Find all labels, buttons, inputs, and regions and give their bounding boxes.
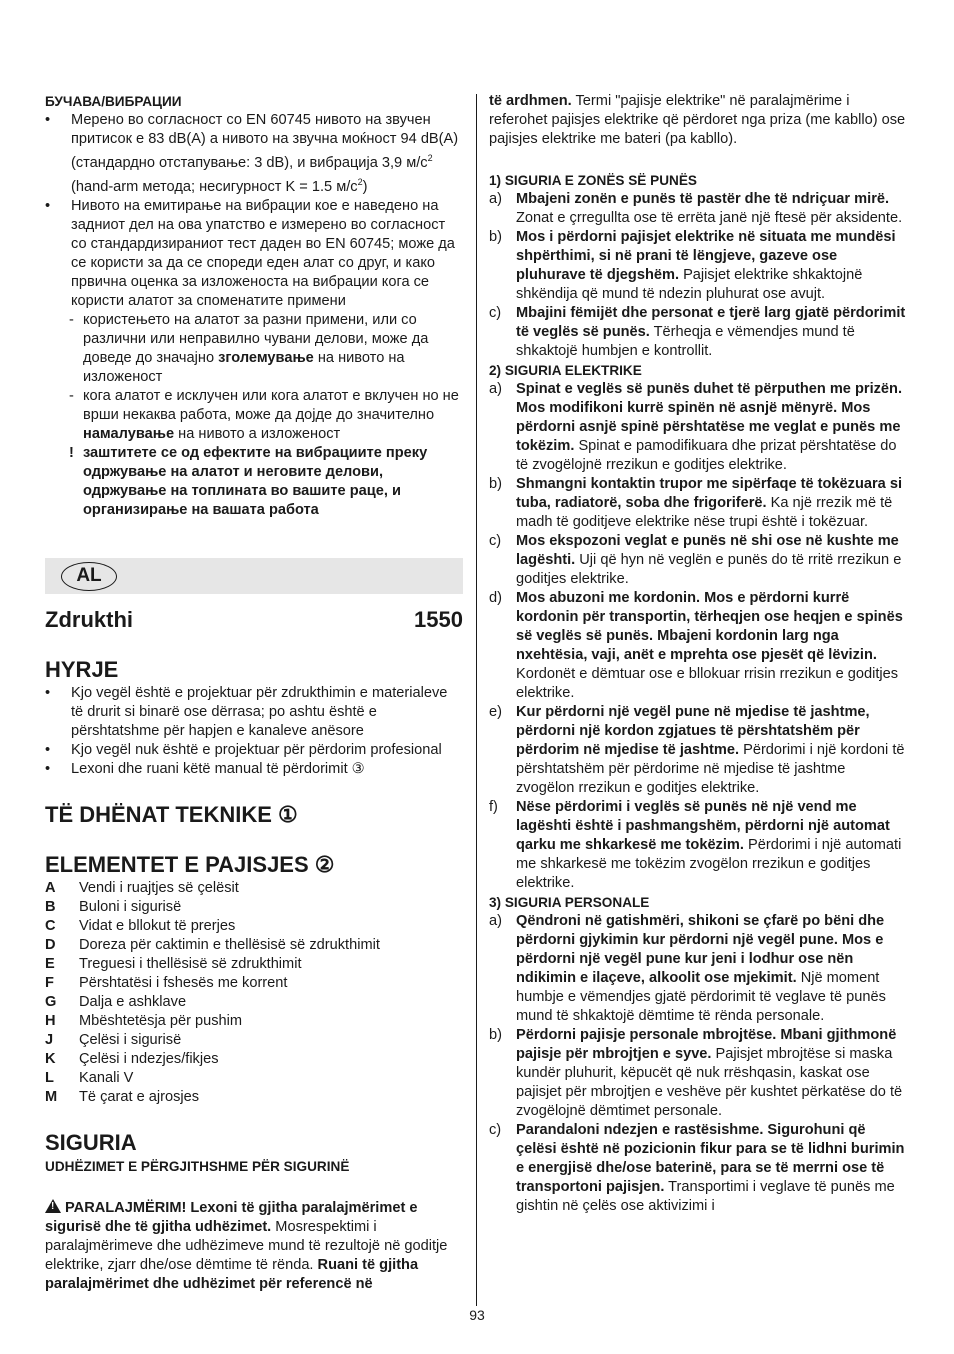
safety-warning-cont: të ardhmen. Termi "pajisje elektrike" në paralajmërime i referohet pajisjes elektrike që përdoret nga priza (me kabllo) ose pajisjes elektrike me bateri (pa kabllo). — [489, 93, 906, 147]
safety-heading: SIGURIA — [45, 1129, 137, 1155]
language-bar — [45, 558, 463, 594]
list-item: f) Nëse përdorimi i veglës së punës në një vend me lagështi është i pashmangshëm, përdorni një automat qarku me shkarkesë me tokëzim. Përdorimi i një automati me shkarkesë me tokëzim zvogëlon rrezikun e goditjes elektrike. — [489, 799, 902, 891]
list-item: c) Mos ekspozoni veglat e punës në shi ose në kushte me lagështi. Uji që hyn në veglën e punës do të rritë rrezikun e goditjes elektrike. — [489, 533, 902, 587]
list-item: c) Parandaloni ndezjen e rastësishme. Sigurohuni që çelësi është në pozicionin fikur para se të lidhni burimin e energjisë dhe/ose baterinë, para se të merrni ose të transportoni pajisjen. Transportimi i veglave të punës me gishtin në çelës ose aktivizimi i — [489, 1122, 905, 1214]
left-column — [45, 92, 463, 1294]
page-number: 93 — [469, 1307, 485, 1323]
elements-heading: ELEMENTET E PAJISJES ② — [45, 851, 335, 877]
safety-warning: !PARALAJMËRIM! Lexoni të gjitha paralajmërimet e sigurisë dhe të gjitha udhëzimet. Mosrespektimi i paralajmërimeve dhe udhëzimeve mund të rezultojë në goditje elektrike, zjarr dhe/ose dëmtime të rënda. Ruani të gjitha paralajmërimet dhe udhëzimet për referencë në — [45, 1198, 463, 1294]
intro-item: • Kjo vegël është e projektuar për zdrukthimin e materialeve të drurit si binarë ose dërrasa; po ashtu është e përshtatshme për hapjen e kanaleve anësore — [45, 684, 448, 739]
list-item: b) Shmangni kontaktin trupor me sipërfaqe të tokëzuara si tuba, radiatorë, soba dhe frigoriferë. Ka një rrezik më të madh të goditjeve elektrike nëse trupi është i tokëzuar. — [489, 476, 903, 530]
section-1-heading: 1) SIGURIA E ZONËS SË PUNËS — [489, 173, 697, 188]
noise-dash-1: - користењето на алатот за разни примени, или со различни или неправилно чувани делови, може да доведе до значајно зголемување на нивото на изложеност — [69, 311, 429, 385]
noise-dash-2: - кога алатот е исклучен или кога алатот е вклучен но не врши некаква работа, може да дојде до значително намалување на нивото а изложеност — [69, 387, 459, 442]
list-item: a) Spinat e veglës së punës duhet të përputhen me prizën. Mos modifikoni kurrë spinën në asnjë mënyrë. Mos përdorni asnjë spinë përshtatëse me veglat e punës me tokëzim. Spinat e pamodifikuara dhe prizat përshtatëse do të zvogëlojnë rrezikun e goditjes elektrike. — [489, 381, 903, 473]
intro-item: • Lexoni dhe ruani këtë manual të përdorimit ③ — [45, 760, 365, 777]
list-item: c) Mbajini fëmijët dhe personat e tjerë larg gjatë përdorimit të veglës së punës. Tërheqja e vëmendjes mund të shkaktojë humbjen e kontrollit. — [489, 305, 906, 359]
section-3-heading: 3) SIGURIA PERSONALE — [489, 895, 650, 910]
product-name: Zdrukthi — [45, 606, 133, 632]
intro-item: • Kjo vegël nuk është e projektuar për përdorim profesional — [45, 741, 442, 758]
column-divider — [476, 94, 477, 1306]
warning-icon — [45, 1199, 61, 1213]
intro-heading: HYRJE — [45, 656, 119, 682]
list-item: d) Mos abuzoni me kordonin. Mos e përdorni kurrë kordonin për transportin, tërheqjen ose heqjen e spinës së veglës së punës. Mbajeni kordonin larg nga nxehtësia, vaji, anët e mprehta ose pjesët që lëvizin. Kordonët e dëmtuar ose e bllokuar rrisin rrezikun e goditjes elektrike. — [489, 590, 903, 701]
list-item: e) Kur përdorni një vegël pune në mjedise të jashtme, përdorni një kordon zgjatues të përshtatshëm për përdorim në mjedise të jashtme. Përdorimi i një kordoni të përshtatshëm për përdorime në mjedise të jashtme zvogëlon rrezikun e goditjes elektrike. — [489, 704, 905, 796]
section-2-heading: 2) SIGURIA ELEKTRIKE — [489, 363, 642, 378]
tech-heading: TË DHËNAT TEKNIKE ① — [45, 801, 298, 827]
list-item: b) Përdorni pajisje personale mbrojtëse. Mbani gjithmonë pajisje për mbrojtjen e syve. Pajisjet mbrojtëse si maska kundër pluhurit, këpucët që nuk rrëshqasin, kaskat ose pajisjet për mbrojtjen e veshëve për kushtet përkatëse do të zvogëlojnë dëmtimet personale. — [489, 1027, 903, 1119]
product-title — [45, 606, 463, 634]
language-badge: AL — [61, 562, 117, 591]
list-item: a) Qëndroni në gatishmëri, shikoni se çfarë po bëni dhe përdorni gjykimin kur përdorni një vegël pune. Mos e përdorni një vegël pune kur jeni i lodhur ose nën ndikimin e ilaçeve, alkoolit ose mjekimit. Një moment humbje e vëmendjes gjatë përdorimit të veglave të punës mund të shkaktojë dëmtime të rënda personale. — [489, 913, 886, 1024]
right-column — [489, 92, 907, 1216]
noise-warning: ! заштитете се од ефектите на вибрациите преку одржување на алатот и неговите делови, одржување на топлината во вашите раце, и организирање на вашата работа — [69, 444, 428, 518]
list-item: a) Mbajeni zonën e punës të pastër dhe të ndriçuar mirë. Zonat e çrregullta ose të errëta janë një ftesë për aksidente. — [489, 191, 903, 226]
noise-bullet-2: • Нивото на емитирање на вибрации кое е наведено на задниот дел на ова упатство е измерено во согласност со стандардизираниот тест даден во EN 60745; може да се користи за да се спореди еден алат со друг, и како првична оценка за изложеноста на вибрации кога се користи алатот за споменатите примени — [45, 197, 455, 309]
safety-subheading: UDHËZIMET E PËRGJITHSHME PËR SIGURINË — [45, 1158, 350, 1174]
product-model: 1550 — [414, 606, 463, 632]
noise-heading: БУЧАВА/ВИБРАЦИИ — [45, 94, 182, 109]
elements-list: A Vendi i ruajtjes së çelësit B Buloni i sigurisë C Vidat e bllokut të prerjes D Doreza për caktimin e thellësisë së zdrukthimit E Treguesi i thellësisë së zdrukthimit F Përshtatësi i fshesës me korrent G Dalja e ashklave H Mbështetësja për pushim J Çelësi i sigurisë K Çelësi i ndezjes/fikjes L Kanali V M Të çarat e ajrosjes — [45, 879, 380, 1105]
list-item: b) Mos i përdorni pajisjet elektrike në situata me mundësi shpërthimi, si në prani të lëngjeve, gazeve ose pluhurave të djegshëm. Pajisjet elektrike shkaktojnë shkëndija që mund të ndezin pluhurat ose avujt. — [489, 229, 896, 302]
noise-bullet-1: • Мерено во согласност со EN 60745 нивото на звучен притисок е 83 dB(A) а нивото на звучна моќност 94 dB(A) (стандардно отстапување: 3 dB), и вибрација 3,9 $м/с^2$ (hand-arm метода; несигурност K = 1.5 $м/с^2$) — [45, 112, 459, 195]
